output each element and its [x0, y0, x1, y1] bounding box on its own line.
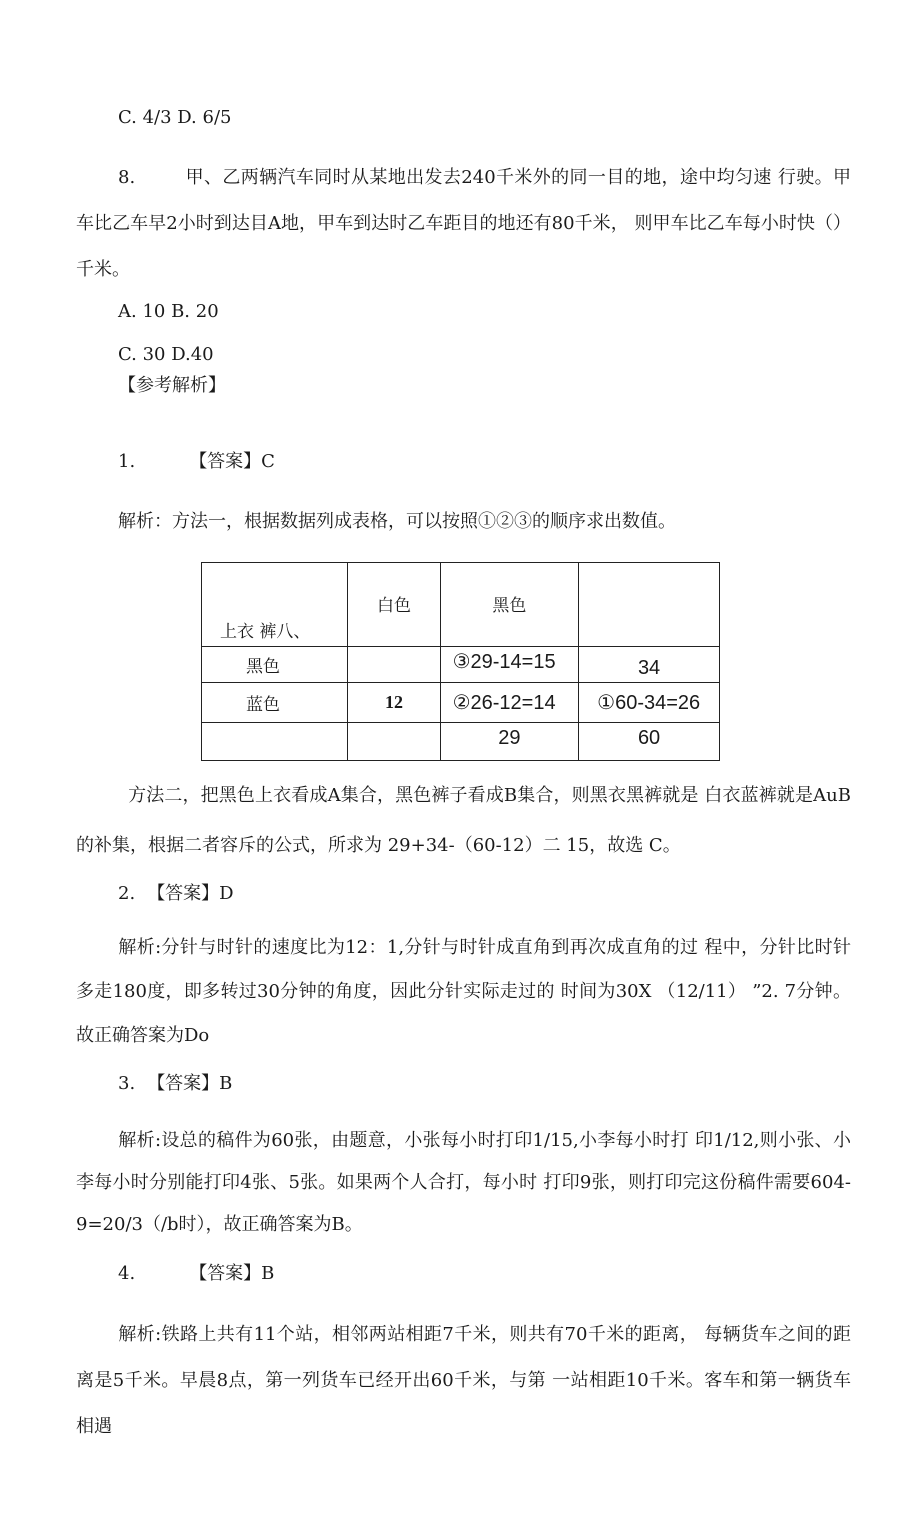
- a3-answer: 【答案】B: [147, 1073, 233, 1094]
- row-black-total: 34: [579, 647, 720, 683]
- header-corner: 上衣 裤八、: [202, 563, 348, 647]
- row-blue-white: 12: [348, 683, 440, 723]
- a1-number: 1.: [118, 451, 136, 472]
- a4-answer: 【答案】B: [189, 1263, 275, 1284]
- a2-answer: 【答案】D: [147, 883, 234, 904]
- q8-question: [76, 155, 851, 293]
- q7-options-cd: C. 4/3 D. 6/5: [118, 107, 232, 128]
- a3-number: 3.: [118, 1073, 136, 1094]
- a1-method2: 方法二，把黑色上衣看成A集合，黑色裤子看成B集合，则黑衣黑裤就是 白衣蓝裤就是AuB的补集，根据二者容斥的公式，所求为 29+34-（60-12）二 15，故选 C。: [76, 785, 851, 856]
- row-sum-black: 29: [440, 723, 579, 761]
- a1-method1: 解析：方法一，根据数据列成表格，可以按照①②③的顺序求出数值。: [118, 511, 676, 532]
- a3-text: 解析:设总的稿件为60张，由题意，小张每小时打印1/15,小李每小时打 印1/12,则小张、小李每小时分别能打印4张、5张。如果两个人合打，每小时 打印9张，则打印完这份稿件需要604-9=20/3（/b时），故正确答案为B。: [76, 1130, 851, 1235]
- a2-heading: [118, 882, 234, 906]
- answer-table: [201, 562, 720, 761]
- row-blue-total: ①60-34=26: [579, 683, 720, 723]
- row-black-label: 黑色: [202, 647, 348, 683]
- row-sum-total: 60: [579, 723, 720, 761]
- row-sum-label: [202, 723, 348, 761]
- q8-text: 甲、乙两辆汽车同时从某地出发去240千米外的同一目的地，途中均匀速 行驶。甲车比乙车早2小时到达目A地，甲车到达时乙车距目的地还有80千米， 则甲车比乙车每小时快（）千米。: [76, 167, 851, 280]
- header-total: [579, 563, 720, 647]
- a1-heading: [118, 450, 275, 474]
- a4-text: 解析:铁路上共有11个站，相邻两站相距7千米，则共有70千米的距离， 每辆货车之间的距离是5千米。早晨8点，第一列货车已经开出60千米，与第 一站相距10千米。客车和第一辆货车相遇: [76, 1324, 851, 1437]
- a4-number: 4.: [118, 1263, 136, 1284]
- row-blue-label: 蓝色: [202, 683, 348, 723]
- row-black-white: [348, 647, 440, 683]
- row-black-black: ③29-14=15: [440, 647, 579, 683]
- row-blue-black: ②26-12=14: [440, 683, 579, 723]
- a1-answer: 【答案】C: [189, 451, 275, 472]
- a2-text: 解析:分针与时针的速度比为12：1,分针与时针成直角到再次成直角的过 程中，分针比时针多走180度，即多转过30分钟的角度，因此分针实际走过的 时间为30X （12/11） ”2. 7分钟。故正确答案为Do: [76, 937, 851, 1046]
- header-white: 白色: [348, 563, 440, 647]
- q8-options-cd: C. 30 D.40: [118, 344, 214, 365]
- header-black: 黑色: [440, 563, 579, 647]
- q8-number: 8.: [118, 167, 136, 188]
- a3-heading: [118, 1072, 232, 1096]
- row-sum-white: [348, 723, 440, 761]
- a4-heading: [118, 1262, 274, 1286]
- a2-number: 2.: [118, 883, 136, 904]
- ref-heading: 【参考解析】: [118, 375, 226, 396]
- q8-options-ab: A. 10 B. 20: [118, 301, 219, 322]
